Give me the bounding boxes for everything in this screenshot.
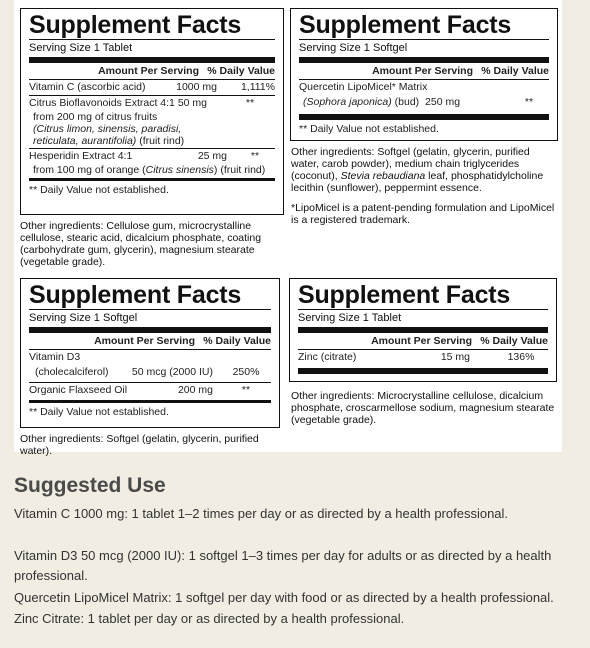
nutrient-row: (cholecalciferol) 50 mcg (2000 IU) 250%: [35, 366, 260, 378]
suggested-use-zinc: Zinc Citrate: 1 tablet per day or as directed by a health professional.: [14, 611, 405, 626]
panel-title: Supplement Facts: [298, 281, 511, 309]
suggested-use-heading: Suggested Use: [14, 474, 166, 497]
trademark-footnote: *LipoMicel is a patent-pending formulation and LipoMicel is a registered trademark.: [291, 202, 555, 226]
suggested-use-vitamin-d3: Vitamin D3 50 mcg (2000 IU): 1 softgel 1–3 times per day for adults or as directed by a health professional.: [14, 548, 552, 583]
nutrient-source: (Citrus limon, sinensis, paradisi,: [33, 123, 182, 135]
nutrient-row: (Sophora japonica) (bud) 250 mg **: [303, 96, 534, 108]
other-ingredients: Other ingredients: Softgel (gelatin, glycerin, purified water).: [20, 433, 259, 457]
daily-value-note: ** Daily Value not established.: [29, 184, 169, 196]
panel-title: Supplement Facts: [29, 11, 242, 39]
supplement-facts-zinc: [289, 278, 557, 382]
panel-title: Supplement Facts: [299, 11, 512, 39]
column-header: Amount Per Serving % Daily Value: [372, 65, 549, 77]
suggested-use-vitamin-c: Vitamin C 1000 mg: 1 tablet 1–2 times per day or as directed by a health professional.: [14, 506, 509, 521]
panel-title: Supplement Facts: [29, 281, 242, 309]
nutrient-source: from 100 mg of orange (Citrus sinensis) (fruit rind): [33, 164, 266, 176]
other-ingredients: Other ingredients: Softgel (gelatin, glycerin, purified water, carob powder), medium chain triglycerides (coconut), Stevia rebaudiana leaf, phosphatidylcholine lecithin (sunflower), peppermint essence.: [291, 146, 544, 194]
nutrient-row: Vitamin D3: [29, 351, 81, 363]
nutrient-source: reticulata, aurantifolia) (fruit rind): [33, 135, 185, 147]
suggested-use-quercetin: Quercetin LipoMicel Matrix: 1 softgel per day with food or as directed by a health professional.: [14, 590, 554, 605]
nutrient-row: Organic Flaxseed Oil 200 mg **: [29, 384, 251, 396]
nutrient-row: Hesperidin Extract 4:1 25 mg **: [29, 150, 260, 162]
column-header: Amount Per Serving % Daily Value: [94, 335, 271, 347]
serving-size: Serving Size 1 Tablet: [29, 42, 133, 54]
serving-size: Serving Size 1 Softgel: [299, 42, 408, 54]
nutrient-row: Vitamin C (ascorbic acid) 1000 mg 1,111%: [29, 81, 275, 93]
nutrient-row: Quercetin LipoMicel* Matrix: [299, 81, 428, 93]
column-header: Amount Per Serving % Daily Value: [371, 335, 548, 347]
nutrient-source: from 200 mg of citrus fruits: [33, 111, 158, 123]
daily-value-note: ** Daily Value not established.: [29, 406, 169, 418]
column-header: Amount Per Serving % Daily Value: [98, 65, 275, 77]
daily-value-note: ** Daily Value not established.: [299, 123, 439, 135]
serving-size: Serving Size 1 Tablet: [298, 312, 402, 324]
supplement-facts-quercetin: [290, 8, 558, 141]
supplement-facts-vitamin-c: [20, 8, 284, 215]
serving-size: Serving Size 1 Softgel: [29, 312, 138, 324]
other-ingredients: Other ingredients: Microcrystalline cellulose, dicalcium phosphate, croscarmellose sodium, magnesium stearate (vegetable grade).: [291, 390, 555, 426]
nutrient-row: Zinc (citrate) 15 mg 136%: [298, 351, 535, 363]
supplement-facts-vitamin-d3: [20, 278, 280, 428]
other-ingredients: Other ingredients: Cellulose gum, microcrystalline cellulose, stearic acid, dicalcium phosphate, coating (carbohydrate gum, glycerin), magnesium stearate (vegetable grade).: [20, 220, 262, 268]
nutrient-row: Citrus Bioflavonoids Extract 4:1 50 mg **: [29, 97, 255, 109]
